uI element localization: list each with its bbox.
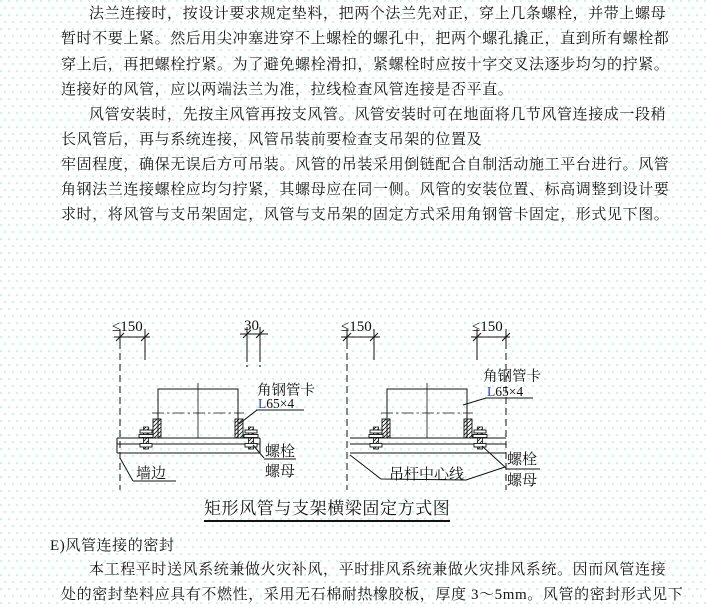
- support-beam: [117, 438, 260, 453]
- hanger-centerline-label: 吊杆中心线: [389, 467, 465, 483]
- paragraph-line: 暂时不要上紧。然后用尖冲塞进穿不上螺栓的螺孔中，把两个螺孔撬正，直到所有螺栓都: [61, 31, 670, 47]
- clamp-spec-prefix: L: [487, 384, 496, 399]
- nut-label: 螺母: [507, 473, 538, 489]
- clamp-spec-rest: 65×4: [266, 396, 295, 411]
- clamp-label: 角钢管卡: [483, 369, 541, 385]
- angle-clamp: [153, 419, 161, 438]
- paragraph-line: 长风管后，再与系统连接，风管吊装前要检查支吊架的位置及: [61, 132, 483, 148]
- clamp-spec-rest: 65×4: [495, 384, 524, 399]
- clamp-label-leader: [463, 398, 533, 405]
- paragraph-line: 处的密封垫料应具有不燃性，采用无石棉耐热橡胶板，厚度 3～5mm。风管的密封形式见下: [61, 587, 684, 603]
- bolt-label: 螺栓: [507, 452, 538, 468]
- dim-gap: 30: [244, 318, 259, 334]
- paragraph-line: 风管安装时，先按主风管再按支风管。风管安装时可在地面将几节风管连接成一段稍: [89, 107, 667, 123]
- dim-rod-distance-right: ≤150: [472, 319, 503, 335]
- clamp-label: 角钢管卡: [257, 383, 315, 399]
- clamp-label-leader: [239, 410, 304, 424]
- paragraph-line: 连接好的风管，应以两端法兰为准，拉线检查风管连接是否平直。: [61, 82, 514, 98]
- wall-edge-label: 墙边: [136, 466, 167, 482]
- section-heading: E)风管连接的密封: [50, 538, 175, 554]
- bolt-label: 螺栓: [265, 444, 296, 460]
- dim-rod-distance-left: ≤150: [341, 319, 372, 335]
- clamp-spec-prefix: L: [258, 396, 267, 411]
- paragraph-line: 牢固程度，确保无误后方可吊装。风管的吊装采用倒链配合自制活动施工平台进行。风管: [61, 157, 670, 173]
- angle-clamp: [464, 419, 472, 438]
- nut-label: 螺母: [265, 464, 296, 480]
- paragraph-line: 求时，将风管与支吊架固定，风管与支吊架的固定方式采用角钢管卡固定，形式见下图。: [61, 207, 670, 223]
- figure-caption: 矩形风管与支架横梁固定方式图: [204, 494, 450, 522]
- paragraph-line: 本工程平时送风系统兼做火灾补风，平时排风系统兼做火灾排风系统。因而风管连接: [89, 562, 667, 578]
- paragraph-line: 角钢法兰连接螺栓应均匀拧紧，其螺母应在同一侧。风管的安装位置、标高调整到设计要: [61, 182, 670, 198]
- dim-wall-distance: ≤150: [112, 319, 143, 335]
- paragraph-line: 法兰连接时，按设计要求规定垫料，把两个法兰先对正，穿上几条螺栓，并带上螺母: [89, 6, 667, 22]
- clamp-spec-label: [487, 384, 523, 399]
- clamp-spec-label: [258, 396, 294, 411]
- paragraph-line: 穿上后，再把螺栓拧紧。为了避免螺栓滑扣，紧螺栓时应按十字交叉法逐步均匀的拧紧。: [61, 57, 670, 73]
